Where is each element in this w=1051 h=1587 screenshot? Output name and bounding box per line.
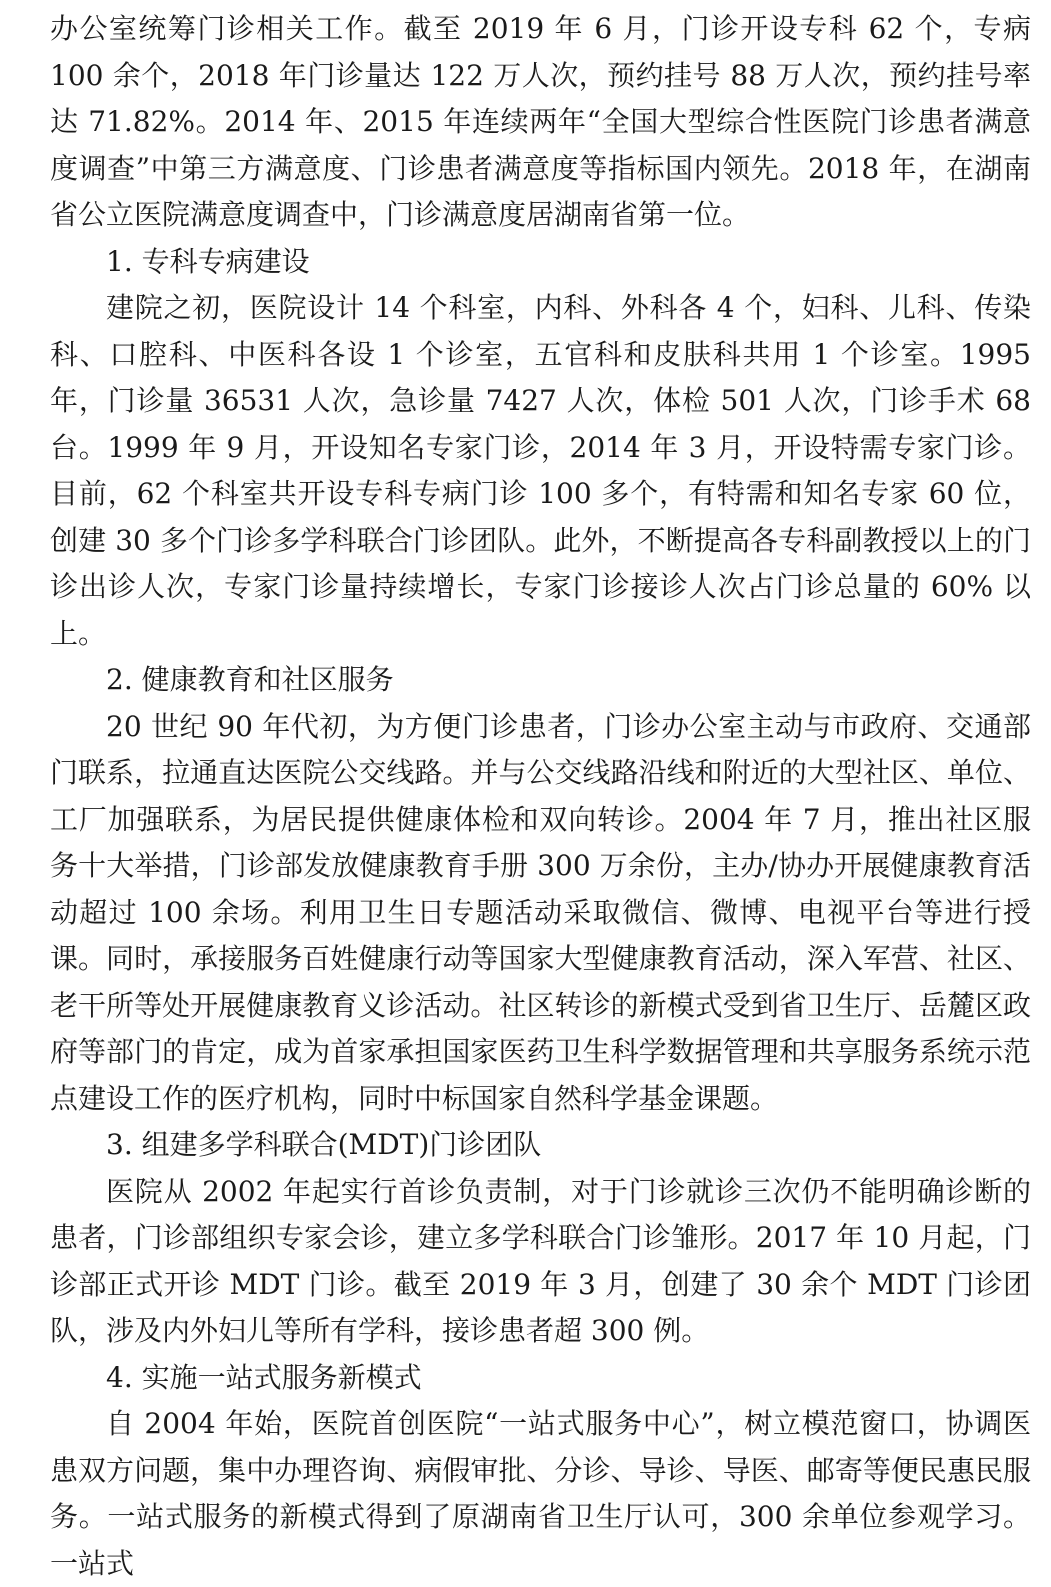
section-heading-health-education: 2. 健康教育和社区服务 — [106, 663, 394, 696]
mdt-paragraph: 医院从 2002 年起实行首诊负责制，对于门诊就诊三次仍不能明确诊断的患者，门诊部组织专家会诊，建立多学科联合门诊雏形。2017 年 10 月起，门诊部正式开诊 MDT 门诊。截至 2019 年 3 月，创建了 30 余个 MDT 门诊团队，涉及内外妇儿等所有学科，接诊患者超 300 例。 — [50, 1174, 1031, 1347]
section-heading-one-stop: 4. 实施一站式服务新模式 — [106, 1360, 422, 1394]
intro-paragraph: 办公室统筹门诊相关工作。截至 2019 年 6 月，门诊开设专科 62 个，专病 100 余个，2018 年门诊量达 122 万人次，预约挂号 88 万人次，预约挂号率达 71.82%。2014 年、2015 年连续两年“全国大型综合性医院门诊患者满意度调查”中第三方满意度、门诊患者满意度等指标国内领先。2018 年，在湖南省公立医院满意度调查中，门诊满意度居湖南省第一位。 — [50, 12, 1031, 231]
section-heading-specialties: 1. 专科专病建设 — [106, 244, 310, 278]
section-heading-mdt: 3. 组建多学科联合(MDT)门诊团队 — [106, 1128, 542, 1161]
health-education-paragraph: 20 世纪 90 年代初，为方便门诊患者，门诊办公室主动与市政府、交通部门联系，拉通直达医院公交线路。并与公交线路沿线和附近的大型社区、单位、工厂加强联系，为居民提供健康体检和双向转诊。2004 年 7 月，推出社区服务十大举措，门诊部发放健康教育手册 300 万余份，主办/协办开展健康教育活动超过 100 余场。利用卫生日专题活动采取微信、微博、电视平台等进行授课。同时，承接服务百姓健康行动等国家大型健康教育活动，深入军营、社区、老干所等处开展健康教育义诊活动。社区转诊的新模式受到省卫生厅、岳麓区政府等部门的肯定，成为首家承担国家医药卫生科学数据管理和共享服务系统示范点建设工作的医疗机构，同时中标国家自然科学基金课题。 — [50, 709, 1031, 1115]
specialties-paragraph: 建院之初，医院设计 14 个科室，内科、外科各 4 个，妇科、儿科、传染科、口腔科、中医科各设 1 个诊室，五官科和皮肤科共用 1 个诊室。1995 年，门诊量 36531 人次，急诊量 7427 人次，体检 501 人次，门诊手术 68 台。1999 年 9 月，开设知名专家门诊，2014 年 3 月，开设特需专家门诊。目前，62 个科室共开设专科专病门诊 100 多个，有特需和知名专家 60 位，创建 30 多个门诊多学科联合门诊团队。此外，不断提高各专科副教授以上的门诊出诊人次，专家门诊量持续增长，专家门诊接诊人次占门诊总量的 60% 以上。 — [50, 291, 1031, 650]
one-stop-paragraph: 自 2004 年始，医院首创医院“一站式服务中心”，树立模范窗口，协调医患双方问题，集中办理咨询、病假审批、分诊、导诊、导医、邮寄等便民惠民服务。一站式服务的新模式得到了原湖南省卫生厅认可，300 余单位参观学习。一站式 — [50, 1407, 1031, 1580]
